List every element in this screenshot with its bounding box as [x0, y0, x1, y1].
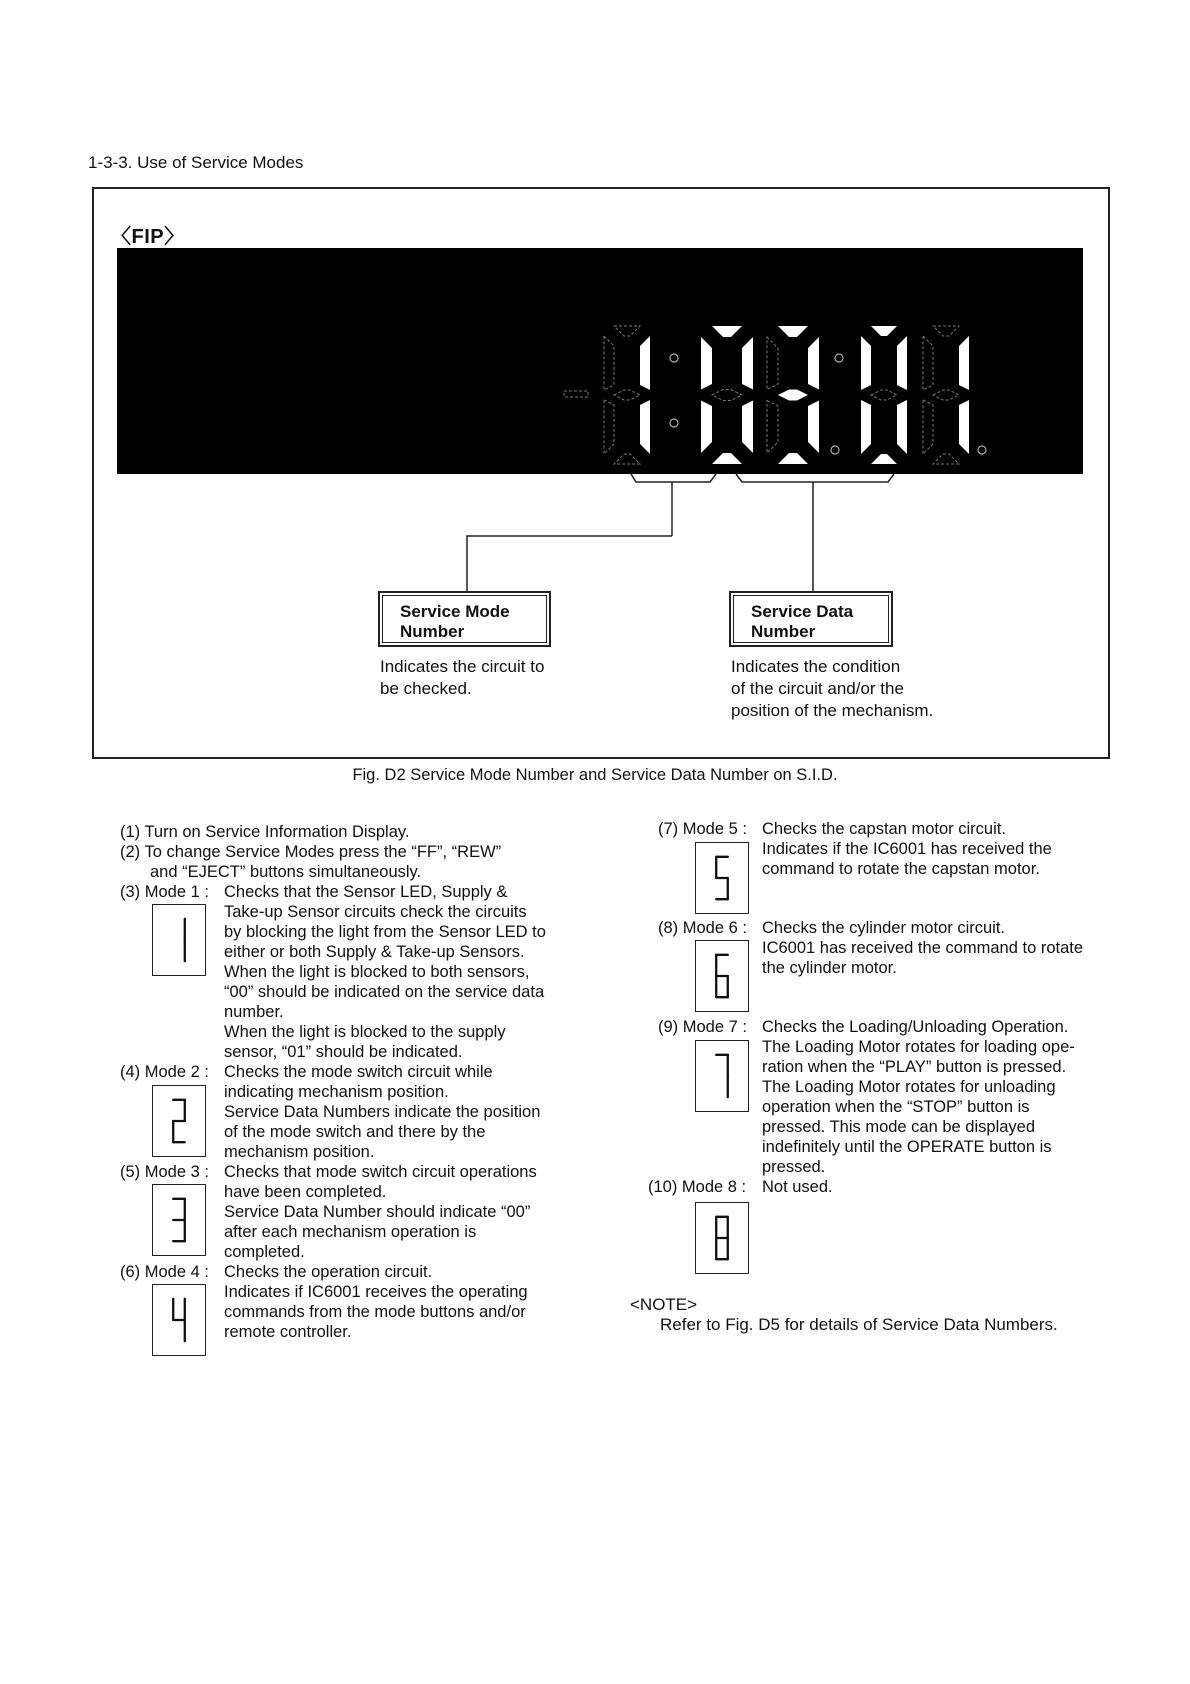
text-line: ration when the “PLAY” button is pressed. [762, 1058, 1067, 1076]
desc-line: be checked. [380, 679, 472, 698]
service-data-number-box [729, 591, 893, 647]
text-line: Checks the mode switch circuit while [224, 1063, 493, 1081]
text-line: completed. [224, 1243, 305, 1261]
digit-8-icon [696, 1203, 748, 1273]
text-line: commands from the mode buttons and/or [224, 1303, 526, 1321]
note-text: Refer to Fig. D5 for details of Service Data Numbers. [660, 1315, 1058, 1334]
mode-4-label: (6) Mode 4 : [120, 1263, 209, 1281]
mode-6-digit-box [695, 940, 749, 1012]
section-title: 1-3-3. Use of Service Modes [88, 153, 304, 172]
desc-line: of the circuit and/or the [731, 679, 904, 698]
mode-1-digit-box [152, 904, 206, 976]
mode-4-text [224, 1262, 576, 1342]
text-line: Checks the capstan motor circuit. [762, 820, 1006, 838]
text-line: Checks the Loading/Unloading Operation. [762, 1018, 1069, 1036]
item-2-line-1: (2) To change Service Modes press the “FF”, “REW” [120, 843, 502, 861]
mode-6-label: (8) Mode 6 : [658, 919, 747, 937]
digit-6-icon [696, 941, 748, 1011]
service-data-description [731, 656, 933, 722]
mode-5-text [762, 819, 1114, 879]
callout-title-line: Service Mode [400, 602, 510, 621]
text-line: indicating mechanism position. [224, 1083, 449, 1101]
fip-label: 〈FIP〉 [111, 226, 185, 248]
text-line: Indicates if the IC6001 has received the [762, 840, 1052, 858]
mode-leader-elbow [467, 536, 672, 591]
text-line: indefinitely until the OPERATE button is [762, 1138, 1052, 1156]
service-mode-description [380, 656, 544, 700]
text-line: The Loading Motor rotates for loading ope- [762, 1038, 1075, 1056]
text-line: remote controller. [224, 1323, 352, 1341]
digit-1-icon [153, 905, 205, 975]
figure-caption: Fig. D2 Service Mode Number and Service Data Number on S.I.D. [352, 766, 838, 784]
text-line: When the light is blocked to both sensors, [224, 963, 530, 981]
callout-title-line: Number [400, 622, 465, 641]
connector-lines [0, 0, 1190, 700]
text-line: command to rotate the capstan motor. [762, 860, 1040, 878]
text-line: either or both Supply & Take-up Sensors. [224, 943, 525, 961]
digit-4-icon [153, 1285, 205, 1355]
digit-3-icon [153, 1185, 205, 1255]
text-line: IC6001 has received the command to rotate [762, 939, 1084, 957]
digit-5-icon [696, 843, 748, 913]
text-line: number. [224, 1003, 284, 1021]
text-line: When the light is blocked to the supply [224, 1023, 506, 1041]
desc-line: Indicates the circuit to [380, 657, 545, 676]
text-line: after each mechanism operation is [224, 1223, 477, 1241]
text-line: Service Data Numbers indicate the position [224, 1103, 541, 1121]
callout-title-line: Number [751, 622, 816, 641]
item-1: (1) Turn on Service Information Display. [120, 823, 410, 841]
mode-3-text [224, 1162, 576, 1262]
mode-3-label: (5) Mode 3 : [120, 1163, 209, 1181]
note-title: <NOTE> [630, 1295, 698, 1314]
item-2-line-2: and “EJECT” buttons simultaneously. [150, 863, 422, 881]
mode-4-digit-box [152, 1284, 206, 1356]
text-line: operation when the “STOP” button is [762, 1098, 1030, 1116]
data-bracket [736, 474, 894, 482]
mode-5-digit-box [695, 842, 749, 914]
text-line: by blocking the light from the Sensor LED to [224, 923, 546, 941]
mode-1-text [224, 882, 576, 1062]
text-line: mechanism position. [224, 1143, 375, 1161]
mode-bracket [631, 474, 716, 482]
mode-7-label: (9) Mode 7 : [658, 1018, 747, 1036]
mode-2-label: (4) Mode 2 : [120, 1063, 209, 1081]
callout-title-line: Service Data [751, 602, 854, 621]
desc-line: position of the mechanism. [731, 701, 934, 720]
text-line: “00” should be indicated on the service data [224, 983, 545, 1001]
text-line: The Loading Motor rotates for unloading [762, 1078, 1056, 1096]
text-line: pressed. This mode can be displayed [762, 1118, 1036, 1136]
text-line: Service Data Number should indicate “00” [224, 1203, 531, 1221]
text-line: pressed. [762, 1158, 826, 1176]
text-line: of the mode switch and there by the [224, 1123, 486, 1141]
mode-7-digit-box [695, 1040, 749, 1112]
text-line: Take-up Sensor circuits check the circuits [224, 903, 527, 921]
mode-3-digit-box [152, 1184, 206, 1256]
service-mode-number-box [378, 591, 551, 647]
text-line: Checks that mode switch circuit operations [224, 1163, 537, 1181]
mode-8-text: Not used. [762, 1178, 833, 1196]
mode-5-label: (7) Mode 5 : [658, 820, 747, 838]
mode-2-digit-box [152, 1085, 206, 1157]
mode-8-label: (10) Mode 8 : [648, 1178, 747, 1196]
text-line: have been completed. [224, 1183, 387, 1201]
text-line: Checks that the Sensor LED, Supply & [224, 883, 508, 901]
digit-7-icon [696, 1041, 748, 1111]
mode-1-label: (3) Mode 1 : [120, 883, 209, 901]
mode-7-text [762, 1017, 1114, 1177]
digit-2-icon [153, 1086, 205, 1156]
mode-2-text [224, 1062, 576, 1162]
text-line: Indicates if IC6001 receives the operating [224, 1283, 528, 1301]
mode-6-text [762, 918, 1114, 978]
mode-8-digit-box [695, 1202, 749, 1274]
text-line: the cylinder motor. [762, 959, 897, 977]
text-line: sensor, “01” should be indicated. [224, 1043, 463, 1061]
desc-line: Indicates the condition [731, 657, 901, 676]
text-line: Checks the cylinder motor circuit. [762, 919, 1005, 937]
text-line: Checks the operation circuit. [224, 1263, 433, 1281]
